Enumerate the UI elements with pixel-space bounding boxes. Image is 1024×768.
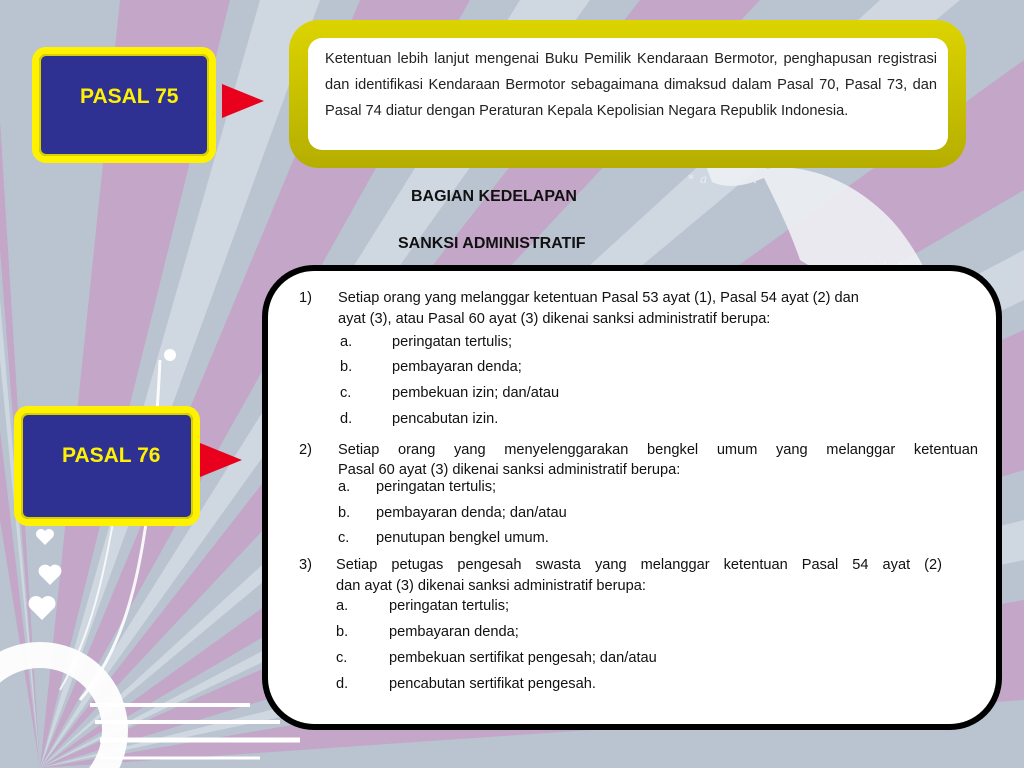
item-1-sub-a-letter: a. bbox=[340, 334, 353, 350]
item-1-sub-d-text: pencabutan izin. bbox=[392, 411, 499, 427]
item-2-sub-b-letter: b. bbox=[338, 505, 351, 521]
item-3-number: 3) bbox=[299, 557, 312, 573]
item-2-sub-a-text: peringatan tertulis; bbox=[376, 479, 497, 495]
item-2-line-2: Pasal 60 ayat (3) dikenai sanksi administratif berupa: bbox=[338, 462, 681, 478]
item-1-sub-c-letter: c. bbox=[340, 385, 352, 401]
item-3-sub-b-text: pembayaran denda; bbox=[389, 624, 519, 640]
angel-watermark: *angel bbox=[688, 172, 764, 186]
section-subheading: SANKSI ADMINISTRATIF bbox=[398, 235, 586, 252]
item-3-line-1: Setiap petugas pengesah swasta yang melanggar ketentuan Pasal 54 ayat (2) bbox=[336, 557, 942, 573]
item-3-sub-c-letter: c. bbox=[336, 650, 348, 666]
item-1-line-1: Setiap orang yang melanggar ketentuan Pasal 53 ayat (1), Pasal 54 ayat (2) dan bbox=[338, 290, 859, 306]
item-1-line-2: ayat (3), atau Pasal 60 ayat (3) dikenai sanksi administratif berupa: bbox=[338, 311, 771, 327]
item-2-sub-c-letter: c. bbox=[338, 530, 350, 546]
item-3-sub-c-text: pembekuan sertifikat pengesah; dan/atau bbox=[389, 650, 657, 666]
pasal-75-arrow-icon bbox=[222, 84, 264, 118]
item-1-sub-b-text: pembayaran denda; bbox=[392, 359, 522, 375]
item-3-line-2: dan ayat (3) dikenai sanksi administratif berupa: bbox=[336, 578, 646, 594]
item-2-sub-c-text: penutupan bengkel umum. bbox=[376, 530, 549, 546]
pasal-75-label: PASAL 75 bbox=[80, 85, 179, 108]
item-2-sub-a-letter: a. bbox=[338, 479, 351, 495]
item-1-sub-c-text: pembekuan izin; dan/atau bbox=[392, 385, 560, 401]
item-1-number: 1) bbox=[299, 290, 312, 306]
item-3-sub-b-letter: b. bbox=[336, 624, 349, 640]
section-heading: BAGIAN KEDELAPAN bbox=[411, 188, 577, 205]
item-1-sub-d-letter: d. bbox=[340, 411, 353, 427]
item-1-sub-a-text: peringatan tertulis; bbox=[392, 334, 513, 350]
item-3-sub-d-letter: d. bbox=[336, 676, 349, 692]
item-2-sub-b-text: pembayaran denda; dan/atau bbox=[376, 505, 567, 521]
pasal-75-text: Ketentuan lebih lanjut mengenai Buku Pemilik Kendaraan Bermotor, penghapusan registrasi dan identifikasi Kendaraan Bermotor sebagaimana dimaksud dalam Pasal 70, Pasal 73, dan Pasal 74 diatur dengan Peraturan Kepala Kepolisian Negara Republik Indonesia. bbox=[325, 51, 937, 119]
item-3-sub-d-text: pencabutan sertifikat pengesah. bbox=[389, 676, 596, 692]
item-1-sub-b-letter: b. bbox=[340, 359, 353, 375]
pasal-76-label: PASAL 76 bbox=[62, 444, 161, 467]
item-2-line-1: Setiap orang yang menyelenggarakan bengkel umum yang melanggar ketentuan bbox=[338, 442, 978, 458]
item-3-sub-a-text: peringatan tertulis; bbox=[389, 598, 510, 614]
pasal-76-arrow-icon bbox=[200, 443, 242, 477]
item-3-sub-a-letter: a. bbox=[336, 598, 349, 614]
item-2-number: 2) bbox=[299, 442, 312, 458]
